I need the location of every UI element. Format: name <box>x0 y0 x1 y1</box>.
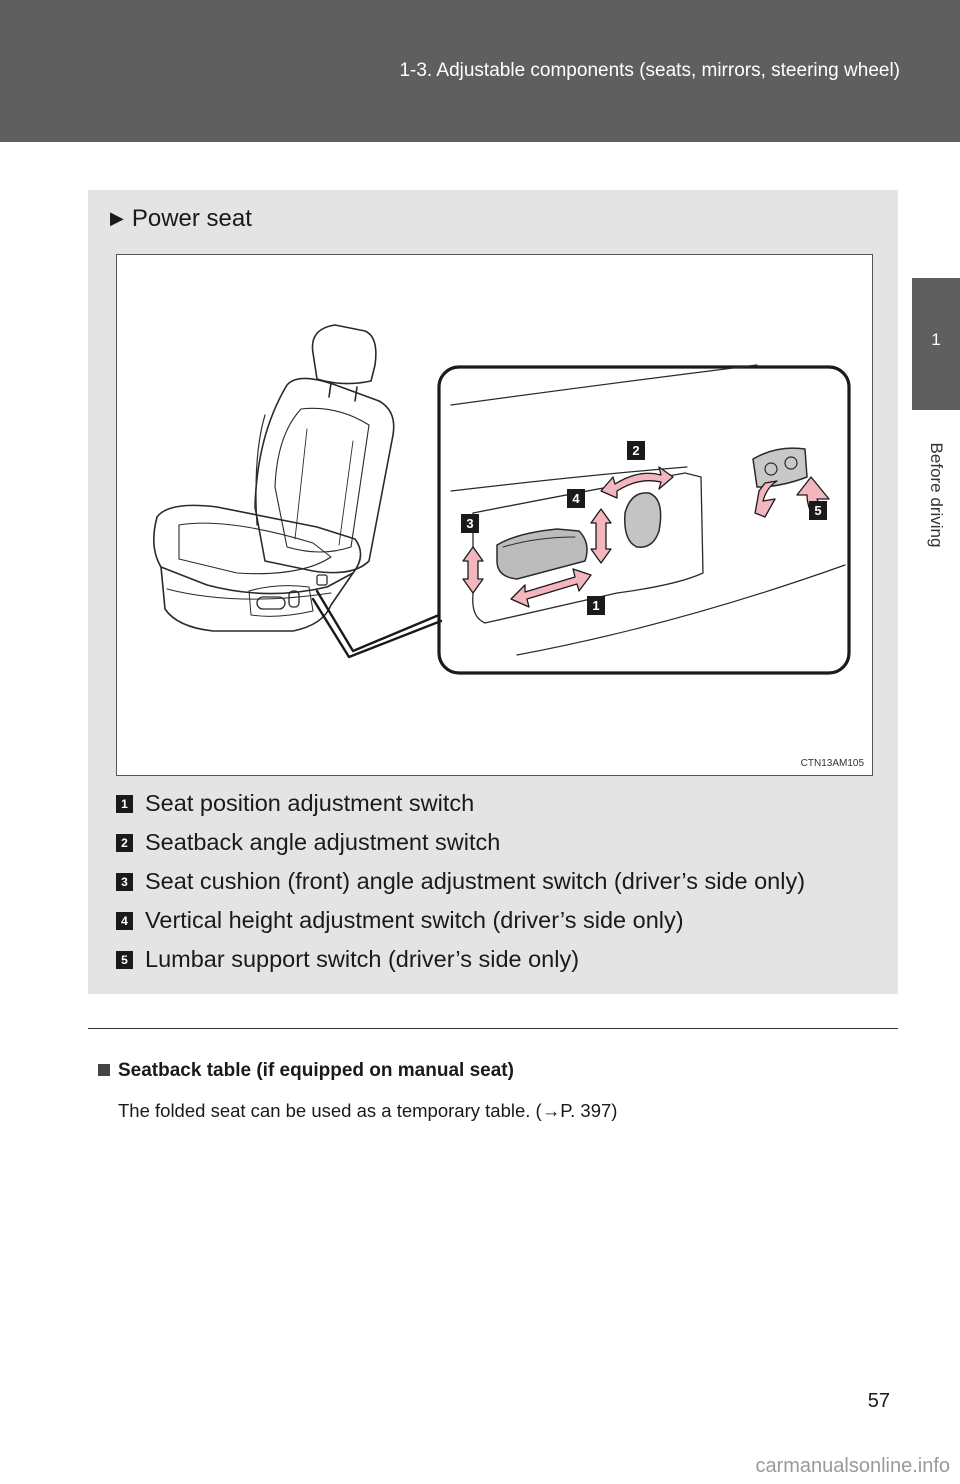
number-badge: 3 <box>116 873 133 891</box>
watermark: carmanualsonline.info <box>755 1455 950 1477</box>
legend-text: Seatback angle adjustment switch <box>145 829 501 855</box>
legend-item <box>116 784 886 823</box>
cushion-panel <box>179 523 331 574</box>
legend-text: Seat cushion (front) angle adjustment switch (driver’s side only) <box>145 868 806 894</box>
recline-switch <box>625 493 661 547</box>
headrest-outline <box>312 325 375 384</box>
legend-item <box>116 940 886 979</box>
callout-number: 5 <box>814 503 822 518</box>
number-badge: 5 <box>116 951 133 969</box>
seatback-panel <box>275 408 369 552</box>
chapter-tab <box>912 278 960 410</box>
seat-illustration <box>116 254 873 776</box>
number-badge: 1 <box>116 795 133 813</box>
arrow-height <box>591 509 611 563</box>
door-line-3 <box>517 565 845 655</box>
number-badge: 4 <box>116 912 133 930</box>
chapter-number: 1 <box>931 330 941 349</box>
legend-text: Lumbar support switch (driver’s side only) <box>145 946 580 972</box>
page-header <box>0 0 960 142</box>
number-badge: 2 <box>116 834 133 852</box>
callout-number: 4 <box>572 491 580 506</box>
callout-number: 1 <box>592 598 600 613</box>
square-bullet-icon <box>98 1064 110 1076</box>
power-seat-box <box>88 190 898 994</box>
triangle-bullet-icon: ▶ <box>110 208 124 228</box>
legend-text: Seat position adjustment switch <box>145 790 475 816</box>
seat-switch-lumbar <box>317 575 327 585</box>
callout-number: 3 <box>466 516 474 531</box>
lumbar-switch <box>753 448 807 487</box>
chapter-label-wrap <box>912 410 960 580</box>
section-body: The folded seat can be used as a temporary table. (→P. 397) <box>118 1100 618 1121</box>
box-heading <box>110 205 252 233</box>
arrow-cushion <box>463 547 483 593</box>
box-heading-text: Power seat <box>131 205 252 232</box>
legend-list <box>116 784 886 979</box>
legend-item <box>116 862 886 901</box>
legend-text: Vertical height adjustment switch (driver’s side only) <box>145 907 684 933</box>
legend-item <box>116 901 886 940</box>
switch-panel <box>249 586 313 617</box>
figure-code: CTN13AM105 <box>800 758 864 769</box>
section-heading <box>98 1060 514 1082</box>
seatback-seam <box>295 429 353 545</box>
page-number: 57 <box>867 1390 890 1412</box>
legend-item <box>116 823 886 862</box>
section-divider <box>88 1028 898 1029</box>
door-line-1 <box>451 365 757 405</box>
chapter-label: Before driving <box>927 442 946 548</box>
callout-number: 2 <box>632 443 640 458</box>
leader-line-outline <box>313 599 441 657</box>
section-heading-text: Seatback table (if equipped on manual seat) <box>118 1060 514 1081</box>
seat-drawing <box>117 255 872 775</box>
header-title: 1-3. Adjustable components (seats, mirrors, steering wheel) <box>399 60 900 81</box>
